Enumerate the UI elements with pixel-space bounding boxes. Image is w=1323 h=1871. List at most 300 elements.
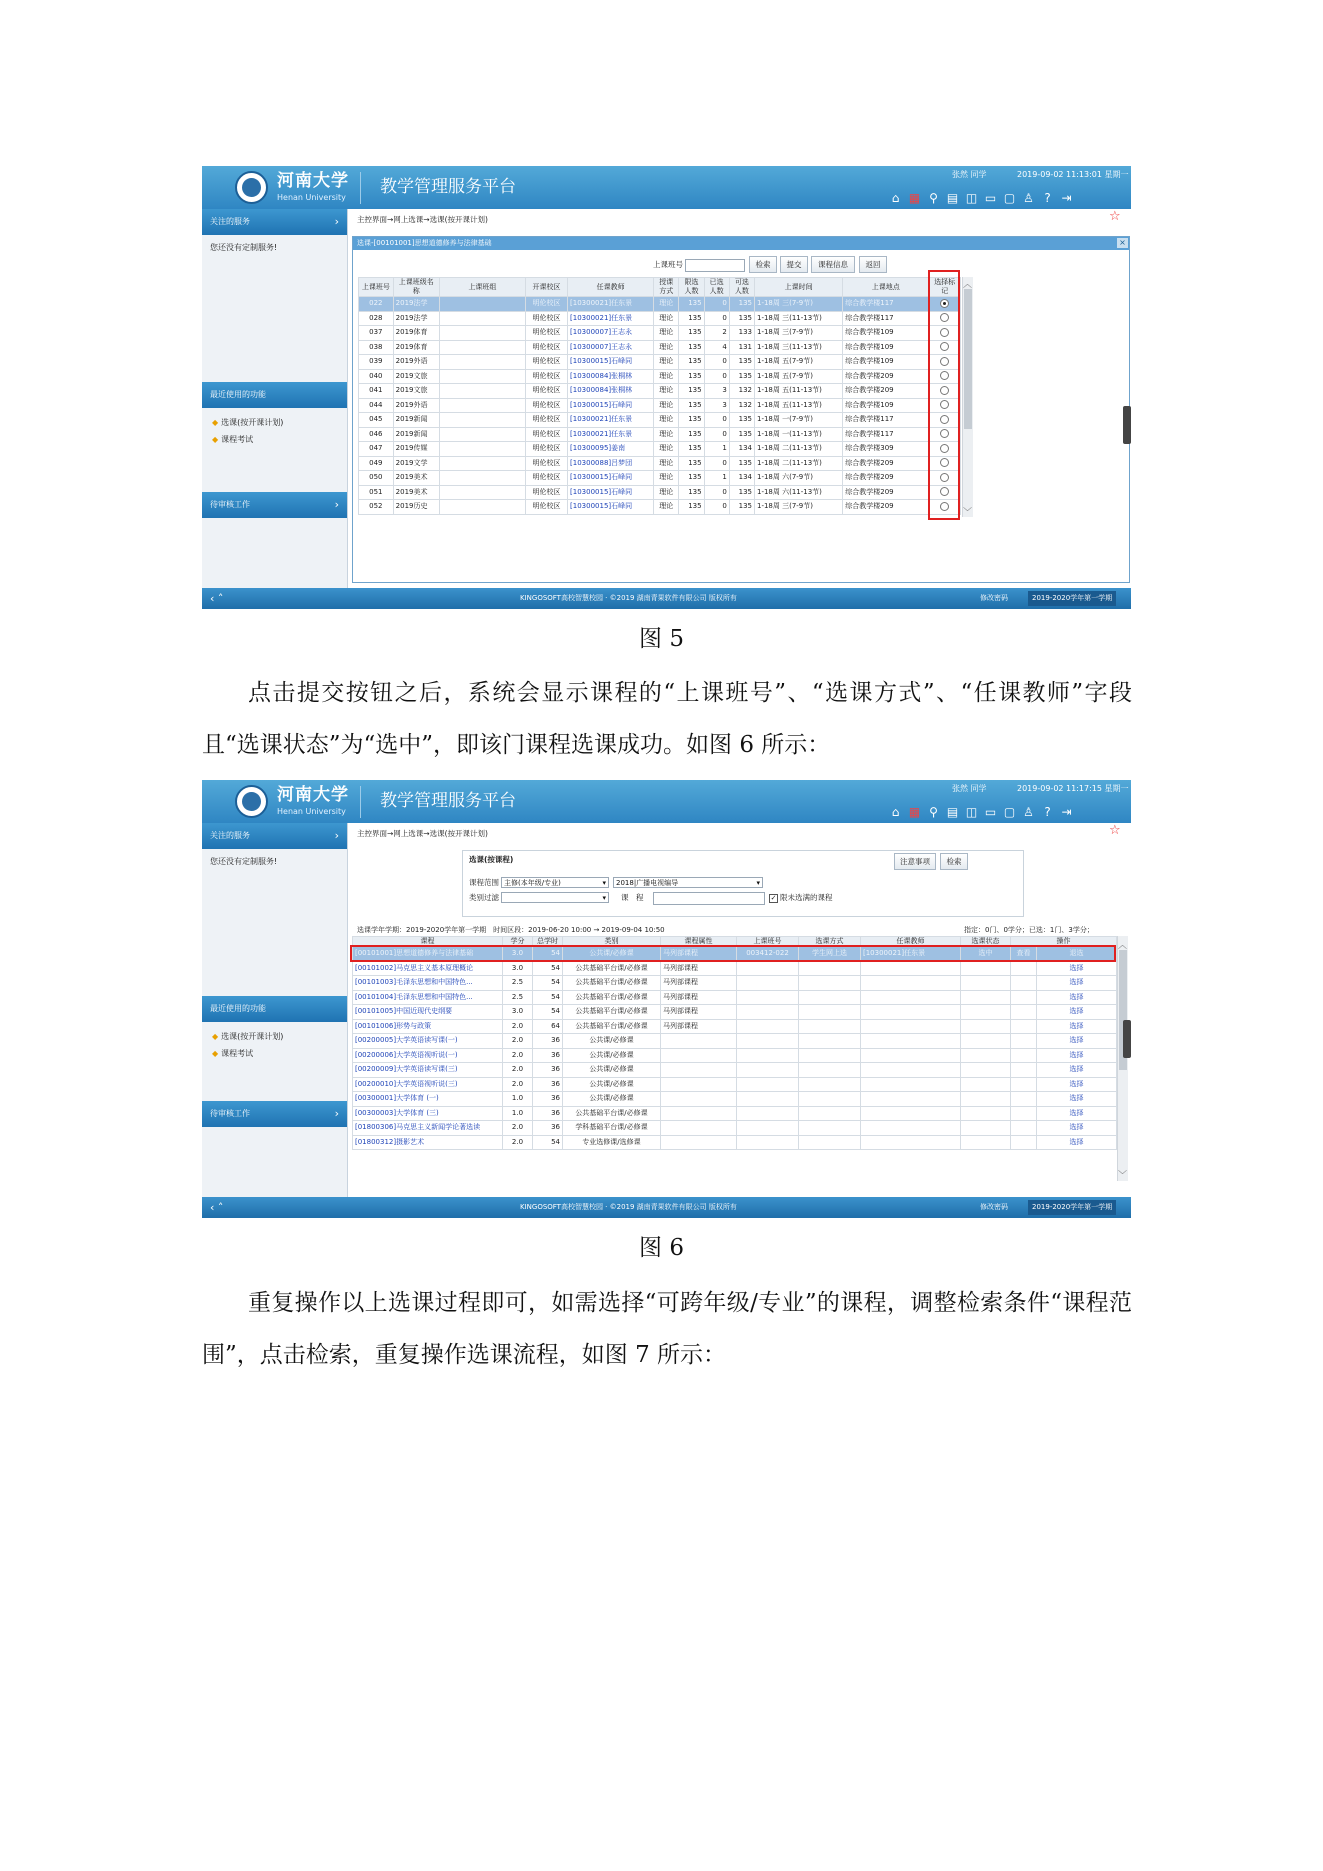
available-count-cell: 135 [729,427,754,442]
class-no-cell [737,1106,799,1121]
selection-highlight-box [928,270,960,520]
course-range-select[interactable]: 主修(本年级/专业) ▾ [501,877,609,888]
change-password-link[interactable]: 修改密码 [980,1203,1008,1211]
teaching-mode-cell: 理论 [654,442,679,457]
teacher-cell[interactable]: [10300015]石峰同 [568,471,654,486]
limit-count-cell: 135 [679,427,704,442]
course-attribute-cell: 马列部课程 [661,961,737,976]
selection-status-cell [961,1048,1011,1063]
campus-cell: 明伦校区 [526,398,568,413]
course-name-cell[interactable]: [01800306]马克思主义新闻学论著选读 [353,1121,503,1136]
teacher-cell[interactable]: [10300015]石峰同 [568,485,654,500]
chevron-down-icon: ▾ [756,879,760,887]
select-action-cell[interactable]: 选择 [1037,961,1117,976]
selected-count-cell: 0 [704,500,729,515]
side-grip-handle[interactable] [1123,1020,1131,1058]
chevron-down-icon: ▾ [602,879,606,887]
table-row[interactable] [353,1092,1117,1107]
select-action-cell[interactable]: 选择 [1037,1135,1117,1150]
sidebar-followed-services[interactable]: 关注的服务 › [202,209,347,235]
course-name-cell[interactable]: [00101001]思想道德修养与法律基础 [353,947,503,962]
selection-status-cell [961,1034,1011,1049]
view-action-cell[interactable] [1011,990,1037,1005]
recent-item-course-selection[interactable]: ◆ 选课(按开课计划) [212,418,284,427]
campus-cell: 明伦校区 [526,500,568,515]
teacher-cell [861,1135,961,1150]
sidebar-pending-work[interactable]: 待审核工作 › [202,1101,347,1127]
class-no-cell: 044 [359,398,394,413]
nav-arrows-icon[interactable]: ‹ ˄ [210,1201,224,1214]
teacher-cell[interactable]: [10300021]任东景 [861,947,961,962]
class-time-cell: 1-18周 三(7-9节) [754,500,842,515]
teacher-cell[interactable]: [10300088]吕梦団 [568,456,654,471]
teacher-cell[interactable]: [10300084]张桐林 [568,369,654,384]
selected-count-cell: 0 [704,369,729,384]
credits-cell: 2.5 [503,976,533,991]
course-name-cell[interactable]: [00200009]大学英语读写课(三) [353,1063,503,1078]
select-action-cell[interactable]: 选择 [1037,976,1117,991]
class-no-cell [737,1034,799,1049]
selected-count-cell: 2 [704,326,729,341]
category-cell: 公共课/必修课 [563,1092,661,1107]
view-action-cell[interactable] [1011,1077,1037,1092]
table-row[interactable] [353,1106,1117,1121]
class-no-cell [737,1019,799,1034]
table-header [359,278,961,297]
selection-status-cell [961,1092,1011,1107]
available-count-cell: 135 [729,311,754,326]
class-no-cell: 046 [359,427,394,442]
course-attribute-cell: 马列部课程 [661,1019,737,1034]
return-button[interactable]: 返回 [859,256,887,273]
view-action-cell[interactable] [1011,1063,1037,1078]
chevron-right-icon: › [334,1107,339,1120]
checkbox-checked-icon[interactable]: ✓ [770,893,777,902]
select-action-cell[interactable]: 退选 [1037,947,1117,962]
table-row[interactable] [353,961,1117,976]
selected-count-cell: 0 [704,413,729,428]
table-row[interactable] [353,1077,1117,1092]
course-attribute-cell [661,1034,737,1049]
class-time-cell: 1-18周 一(7-9节) [754,413,842,428]
course-attribute-cell: 马列部课程 [661,990,737,1005]
scroll-down-icon[interactable]: ﹀ [1118,1171,1128,1181]
table-row[interactable] [353,1121,1117,1136]
calendar-icon[interactable]: ▤ [946,191,959,205]
course-name-cell[interactable]: [00101006]形势与政策 [353,1019,503,1034]
datetime: 2019-09-02 11:13:01 星期一 [1017,170,1129,179]
table-row[interactable] [359,398,961,413]
available-count-cell: 135 [729,485,754,500]
category-cell: 公共基础平台课/必修课 [563,1106,661,1121]
dialog-titlebar [353,237,1129,250]
paragraph-2-text: 重复操作以上选课过程即可，如需选择“可跨年级/专业”的课程，调整检索条件“课程范围”，点击检索，重复操作选课流程，如图 7 所示： [202,1290,1132,1368]
sidebar-pending-work[interactable]: 待审核工作 › [202,492,347,518]
view-action-cell[interactable] [1011,1005,1037,1020]
table-row[interactable] [359,442,961,457]
course-name-cell[interactable]: [00101003]毛泽东思想和中国特色... [353,976,503,991]
teacher-cell [861,1019,961,1034]
table-row[interactable] [353,1019,1117,1034]
help-icon[interactable]: ? [1044,191,1051,205]
total-hours-cell: 54 [533,1135,563,1150]
view-action-cell[interactable] [1011,976,1037,991]
campus-cell: 明伦校区 [526,471,568,486]
class-location-cell: 综合教学楼209 [843,456,929,471]
class-no-cell: 051 [359,485,394,500]
select-action-cell[interactable]: 选择 [1037,1092,1117,1107]
available-count-cell: 133 [729,326,754,341]
bullet-icon: ◆ [212,1032,219,1041]
campus-cell: 明伦校区 [526,413,568,428]
teaching-mode-cell: 理论 [654,311,679,326]
selection-mode-cell [799,1092,861,1107]
teaching-mode-cell: 理论 [654,297,679,312]
folder-icon[interactable]: ▭ [984,191,997,205]
course-name-cell[interactable]: [00101005]中国近现代史纲要 [353,1005,503,1020]
select-action-cell[interactable]: 选择 [1037,990,1117,1005]
class-no-cell [737,1092,799,1107]
class-time-cell: 1-18周 五(11-13节) [754,384,842,399]
class-name-cell: 2019传媒 [393,442,439,457]
selection-summary: 指定：0门、0学分；已选：1门、3学分； [964,926,1094,934]
selected-count-cell: 0 [704,427,729,442]
select-action-cell[interactable]: 选择 [1037,1048,1117,1063]
class-location-cell: 综合教学楼209 [843,384,929,399]
table-row[interactable] [353,1005,1117,1020]
class-location-cell: 综合教学楼309 [843,442,929,457]
scroll-up-icon[interactable]: ︿ [1118,941,1128,951]
class-name-cell: 2019体育 [393,326,439,341]
credits-cell: 3.0 [503,1005,533,1020]
course-name-cell[interactable]: [01800312]摄影艺术 [353,1135,503,1150]
course-attribute-cell [661,1092,737,1107]
table-row[interactable] [359,311,961,326]
recent-item-exam[interactable]: ◆ 课程考试 [212,1049,254,1058]
credits-cell: 2.0 [503,1063,533,1078]
header-toolbar [886,191,1076,205]
class-group-cell [439,355,525,370]
class-name-cell: 2019体育 [393,340,439,355]
class-table [358,277,961,515]
recent-item-exam[interactable]: ◆ 课程考试 [212,435,254,444]
class-no-cell: 052 [359,500,394,515]
teaching-mode-cell: 理论 [654,369,679,384]
teacher-cell[interactable]: [10300021]任东景 [568,311,654,326]
class-time-cell: 1-18周 二(11-13节) [754,456,842,471]
header-toolbar [886,805,1076,819]
table-scrollbar[interactable] [1117,936,1128,1181]
home-icon[interactable]: ⌂ [891,191,900,205]
table-row[interactable] [353,1135,1117,1150]
notice-button[interactable]: 注意事项 [894,853,936,870]
view-action-cell[interactable] [1011,1092,1037,1107]
select-action-cell[interactable]: 选择 [1037,1005,1117,1020]
chevron-right-icon: › [334,498,339,511]
table-row[interactable] [353,990,1117,1005]
view-action-cell[interactable] [1011,1106,1037,1121]
class-no-cell: 045 [359,413,394,428]
search-icon[interactable]: ⚲ [929,191,938,205]
copyright: KINGOSOFT高校智慧校园 · ©2019 湖南青果软件有限公司 版权所有 [520,1203,737,1211]
class-group-cell [439,384,525,399]
limit-count-cell: 135 [679,311,704,326]
column-header: 上课时间 [754,278,842,297]
class-group-cell [439,340,525,355]
datetime: 2019-09-02 11:17:15 星期一 [1017,784,1129,793]
select-action-cell[interactable]: 选择 [1037,1063,1117,1078]
bullet-icon: ◆ [212,1049,219,1058]
logout-icon[interactable]: ⇥ [1061,191,1072,205]
class-location-cell: 综合教学楼117 [843,297,929,312]
teaching-mode-cell: 理论 [654,471,679,486]
logout-icon[interactable]: ⇥ [1061,805,1072,819]
class-group-cell [439,369,525,384]
view-action-cell[interactable] [1011,1121,1037,1136]
apps-icon[interactable]: ▦ [908,191,921,205]
class-name-cell: 2019文学 [393,456,439,471]
course-name-cell[interactable]: [00300003]大学体育 (三) [353,1106,503,1121]
recent-item-course-selection[interactable]: ◆ 选课(按开课计划) [212,1032,284,1041]
category-cell: 公共基础平台课/必修课 [563,990,661,1005]
change-password-link[interactable]: 修改密码 [980,594,1008,602]
class-group-cell [439,326,525,341]
class-location-cell: 综合教学楼209 [843,471,929,486]
class-name-cell: 2019美术 [393,485,439,500]
view-action-cell[interactable] [1011,1135,1037,1150]
table-row[interactable] [359,355,961,370]
nav-arrows-icon[interactable]: ‹ ˄ [210,592,224,605]
category-select[interactable] [501,892,609,903]
teacher-cell[interactable]: [10300084]张桐林 [568,384,654,399]
category-cell: 公共课/必修课 [563,1034,661,1049]
view-action-cell[interactable] [1011,1034,1037,1049]
help-icon[interactable]: ? [1044,805,1051,819]
sidebar-recent-functions[interactable]: 最近使用的功能 [202,382,347,408]
table-scrollbar[interactable] [962,277,973,517]
column-header: 操作 [1011,937,1117,947]
table-row[interactable] [359,471,961,486]
class-location-cell: 综合教学楼109 [843,398,929,413]
table-row[interactable] [353,976,1117,991]
table-row[interactable] [359,427,961,442]
platform-title: 教学管理服务平台 [380,177,516,197]
selection-mode-cell [799,1048,861,1063]
class-location-cell: 综合教学楼117 [843,311,929,326]
selection-status-cell [961,1121,1011,1136]
apps-icon[interactable]: ▦ [908,805,921,819]
course-name-cell[interactable]: [00300001]大学体育 (一) [353,1092,503,1107]
course-attribute-cell: 马列部课程 [661,947,737,962]
class-no-cell: 003412-022 [737,947,799,962]
sidebar-recent-functions[interactable]: 最近使用的功能 [202,996,347,1022]
teacher-cell[interactable]: [10300021]任东景 [568,427,654,442]
table-row[interactable] [359,500,961,515]
shirt-icon[interactable]: ♙ [1023,191,1034,205]
class-group-cell [439,311,525,326]
table-row[interactable] [359,456,961,471]
course-name-cell[interactable]: [00101004]毛泽东思想和中国特色... [353,990,503,1005]
category-cell: 公共课/必修课 [563,1048,661,1063]
teacher-cell[interactable]: [10300015]石峰同 [568,398,654,413]
teacher-cell[interactable]: [10300021]任东景 [568,297,654,312]
teacher-cell [861,1063,961,1078]
figure6-caption: 图 6 [639,1235,684,1261]
figure5-caption: 图 5 [639,626,684,652]
table-row[interactable] [353,1048,1117,1063]
column-header: 已选人数 [704,278,729,297]
class-time-cell: 1-18周 二(11-13节) [754,442,842,457]
class-group-cell [439,413,525,428]
side-grip-handle[interactable] [1123,406,1131,444]
table-row[interactable] [359,384,961,399]
teacher-cell[interactable]: [10300015]石峰同 [568,500,654,515]
user-name: 张然 同学 [952,170,987,179]
table-row[interactable] [359,485,961,500]
campus-cell: 明伦校区 [526,456,568,471]
class-no-cell [737,1063,799,1078]
select-action-cell[interactable]: 选择 [1037,1019,1117,1034]
credits-cell: 2.5 [503,990,533,1005]
teacher-cell[interactable]: [10300021]任东景 [568,413,654,428]
category-cell: 公共基础平台课/必修课 [563,1005,661,1020]
credits-cell: 1.0 [503,1092,533,1107]
teaching-mode-cell: 理论 [654,427,679,442]
class-no-cell: 022 [359,297,394,312]
selected-count-cell: 3 [704,398,729,413]
select-action-cell[interactable]: 选择 [1037,1106,1117,1121]
course-name-cell[interactable]: [00200010]大学英语视听说(三) [353,1077,503,1092]
close-icon[interactable]: × [1117,238,1128,248]
major-select[interactable]: 2018|广播电视编导 ▾ [613,877,763,888]
category-cell: 专业选修课/选修课 [563,1135,661,1150]
only-unselected-option[interactable]: ✓ 限未选满的课程 [770,893,833,902]
course-info-button[interactable]: 课程信息 [811,256,855,273]
scroll-up-icon[interactable]: ︿ [963,280,973,290]
teacher-cell [861,1092,961,1107]
class-location-cell: 综合教学楼109 [843,326,929,341]
table-row[interactable] [359,326,961,341]
total-hours-cell: 54 [533,961,563,976]
class-location-cell: 综合教学楼117 [843,413,929,428]
class-no-input[interactable] [685,259,745,272]
selected-count-cell: 1 [704,471,729,486]
selected-count-cell: 0 [704,355,729,370]
view-action-cell[interactable] [1011,1019,1037,1034]
teacher-cell[interactable]: [10300007]王志永 [568,340,654,355]
favorite-star-icon[interactable]: ☆ [1109,823,1121,838]
teacher-cell[interactable]: [10300095]姜南 [568,442,654,457]
message-icon[interactable]: ▢ [1003,805,1016,819]
table-row[interactable] [353,1063,1117,1078]
teacher-cell[interactable]: [10300015]石峰同 [568,355,654,370]
table-row[interactable] [353,1034,1117,1049]
total-hours-cell: 36 [533,1092,563,1107]
select-action-cell[interactable]: 选择 [1037,1121,1117,1136]
column-header: 上课班号 [359,278,394,297]
dialog-title: 选课-[00101001]思想道德修养与法律基础 [357,239,492,247]
total-hours-cell: 64 [533,1019,563,1034]
search-button[interactable]: 检索 [940,853,968,870]
paragraph-1 [202,667,1132,771]
submit-button[interactable]: 提交 [780,256,808,273]
sidebar-followed-services[interactable]: 关注的服务 › [202,823,347,849]
column-header: 类别 [563,937,661,947]
course-name-cell[interactable]: [00200006]大学英语视听说(一) [353,1048,503,1063]
selection-mode-cell [799,1005,861,1020]
class-time-cell: 1-18周 三(7-9节) [754,297,842,312]
available-count-cell: 135 [729,413,754,428]
limit-count-cell: 135 [679,413,704,428]
course-name-cell[interactable]: [00101002]马克思主义基本原理概论 [353,961,503,976]
select-action-cell[interactable]: 选择 [1037,1077,1117,1092]
figure6-screenshot [202,780,1131,1218]
search-button[interactable]: 检索 [749,256,777,273]
panel-title: 选课(按课程) [469,855,514,864]
teaching-mode-cell: 理论 [654,500,679,515]
favorite-star-icon[interactable]: ☆ [1109,209,1121,224]
class-time-cell: 1-18周 三(11-13节) [754,340,842,355]
teaching-mode-cell: 理论 [654,384,679,399]
speaker-icon[interactable]: ◫ [965,805,978,819]
class-group-cell [439,500,525,515]
scroll-down-icon[interactable]: ﹀ [963,508,973,518]
course-attribute-cell [661,1063,737,1078]
table-row[interactable] [359,369,961,384]
view-action-cell[interactable]: 查看 [1011,947,1037,962]
search-icon[interactable]: ⚲ [929,805,938,819]
selection-mode-cell [799,1077,861,1092]
selection-status-cell [961,990,1011,1005]
class-name-cell: 2019文旅 [393,384,439,399]
available-count-cell: 131 [729,340,754,355]
user-name: 张然 同学 [952,784,987,793]
course-name-cell[interactable]: [00200005]大学英语读写课(一) [353,1034,503,1049]
campus-cell: 明伦校区 [526,297,568,312]
credits-cell: 2.0 [503,1121,533,1136]
view-action-cell[interactable] [1011,961,1037,976]
total-hours-cell: 36 [533,1034,563,1049]
table-row[interactable] [359,340,961,355]
top-header [202,780,1131,823]
category-cell: 公共课/必修课 [563,1077,661,1092]
speaker-icon[interactable]: ◫ [965,191,978,205]
message-icon[interactable]: ▢ [1003,191,1016,205]
table-row[interactable] [359,297,961,312]
select-action-cell[interactable]: 选择 [1037,1034,1117,1049]
view-action-cell[interactable] [1011,1048,1037,1063]
teacher-cell [861,1106,961,1121]
limit-count-cell: 135 [679,485,704,500]
calendar-icon[interactable]: ▤ [946,805,959,819]
column-header: 任课教师 [861,937,961,947]
course-input[interactable] [653,892,765,905]
category-cell: 公共基础平台课/必修课 [563,976,661,991]
class-name-cell: 2019法学 [393,311,439,326]
selected-count-cell: 1 [704,442,729,457]
folder-icon[interactable]: ▭ [984,805,997,819]
table-row[interactable] [359,413,961,428]
no-service-text: 您还没有定制服务! [210,243,278,252]
home-icon[interactable]: ⌂ [891,805,900,819]
teacher-cell [861,961,961,976]
class-time-cell: 1-18周 五(7-9节) [754,369,842,384]
teacher-cell[interactable]: [10300007]王志永 [568,326,654,341]
class-location-cell: 综合教学楼117 [843,427,929,442]
paragraph-1-text: 点击提交按钮之后，系统会显示课程的“上课班号”、“选课方式”、“任课教师”字段且“选课状态”为“选中”，即该门课程选课成功。如图 6 所示： [202,680,1132,758]
teacher-cell [861,1121,961,1136]
shirt-icon[interactable]: ♙ [1023,805,1034,819]
